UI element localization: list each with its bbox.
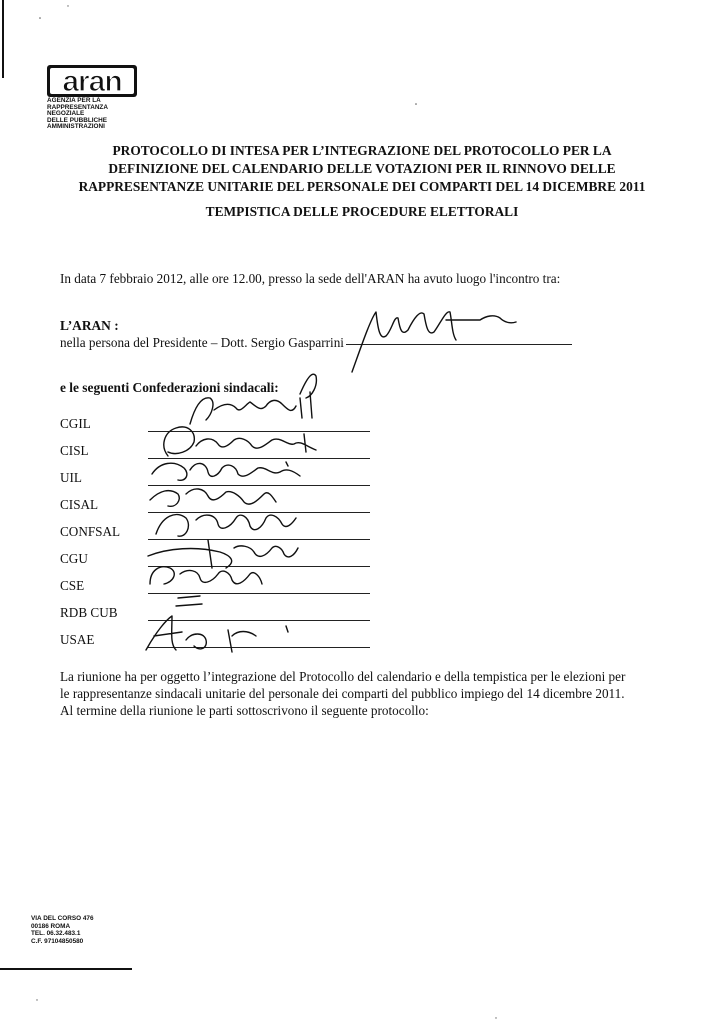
union-name: CGU [60, 551, 88, 566]
left-margin-rule [2, 0, 4, 78]
aran-logo [46, 64, 138, 98]
union-row [60, 628, 380, 652]
agency-line: AMMINISTRAZIONI [47, 123, 105, 131]
svg-text:aran: aran [62, 65, 122, 98]
union-name: CISAL [60, 497, 99, 512]
footer-address [31, 915, 94, 945]
meeting-paragraph [60, 668, 680, 719]
aran-signature-line [346, 344, 572, 345]
signature-line [148, 647, 370, 648]
document-subtitle: TEMPISTICA DELLE PROCEDURE ELETTORALI [205, 204, 519, 219]
paragraph-line: le rappresentanze sindacali unitarie del personale dei comparti del pubblico impiego del 14 dicembre 2011. [60, 686, 625, 701]
signature-line [148, 539, 370, 540]
agency-line: NEGOZIALE [47, 110, 85, 118]
aran-label: L’ARAN : [60, 318, 119, 333]
signature-stroke-heading [300, 374, 316, 398]
agency-line: DELLE PUBBLICHE [47, 116, 108, 124]
aran-president: nella persona del Presidente – Dott. Sergio Gasparrini [60, 335, 344, 350]
union-name: CISL [60, 443, 89, 458]
union-name: CGIL [60, 416, 91, 431]
agency-name [47, 98, 127, 131]
union-row [60, 412, 380, 436]
aran-logo-mark [46, 64, 138, 98]
signature-line [148, 458, 370, 459]
union-name: USAE [60, 632, 95, 647]
union-row [60, 466, 380, 490]
document-title [60, 142, 664, 196]
address-line: C.F. 97104850580 [31, 937, 84, 945]
union-row [60, 601, 380, 625]
address-line: TEL. 06.32.483.1 [31, 930, 81, 938]
signature-line [148, 485, 370, 486]
paragraph-line: Al termine della riunione le parti sottoscrivono il seguente protocollo: [60, 703, 429, 718]
address-line: 00186 ROMA [31, 922, 71, 930]
union-row [60, 439, 380, 463]
address-line: VIA DEL CORSO 476 [31, 915, 94, 922]
agency-line: RAPPRESENTANZA [47, 103, 108, 111]
title-line: RAPPRESENTANZE UNITARIE DEL PERSONALE DEI COMPARTI DEL 14 DICEMBRE 2011 [78, 179, 646, 194]
intro-sentence: In data 7 febbraio 2012, alle ore 12.00, presso la sede dell'ARAN ha avuto luogo l'incontro tra: [60, 271, 561, 286]
signature-line [148, 620, 370, 621]
signature-line [148, 431, 370, 432]
union-name: CONFSAL [60, 524, 121, 539]
agency-line: AGENZIA PER LA [47, 97, 101, 104]
footer-rule [0, 968, 132, 970]
signature-aran [352, 312, 516, 372]
signature-line [148, 593, 370, 594]
signature-line [148, 512, 370, 513]
union-name: CSE [60, 578, 85, 593]
paragraph-line: La riunione ha per oggetto l’integrazione del Protocollo del calendario e della tempistica per le elezioni per [60, 669, 626, 684]
union-row [60, 493, 380, 517]
title-line: DEFINIZIONE DEL CALENDARIO DELLE VOTAZIONI PER IL RINNOVO DELLE [108, 161, 616, 176]
union-name: UIL [60, 470, 82, 485]
union-row [60, 520, 380, 544]
title-line: PROTOCOLLO DI INTESA PER L’INTEGRAZIONE DEL PROTOCOLLO PER LA [112, 143, 612, 158]
signature-line [148, 566, 370, 567]
union-row [60, 574, 380, 598]
confederations-heading: e le seguenti Confederazioni sindacali: [60, 380, 279, 395]
union-name: RDB CUB [60, 605, 118, 620]
union-row [60, 547, 380, 571]
